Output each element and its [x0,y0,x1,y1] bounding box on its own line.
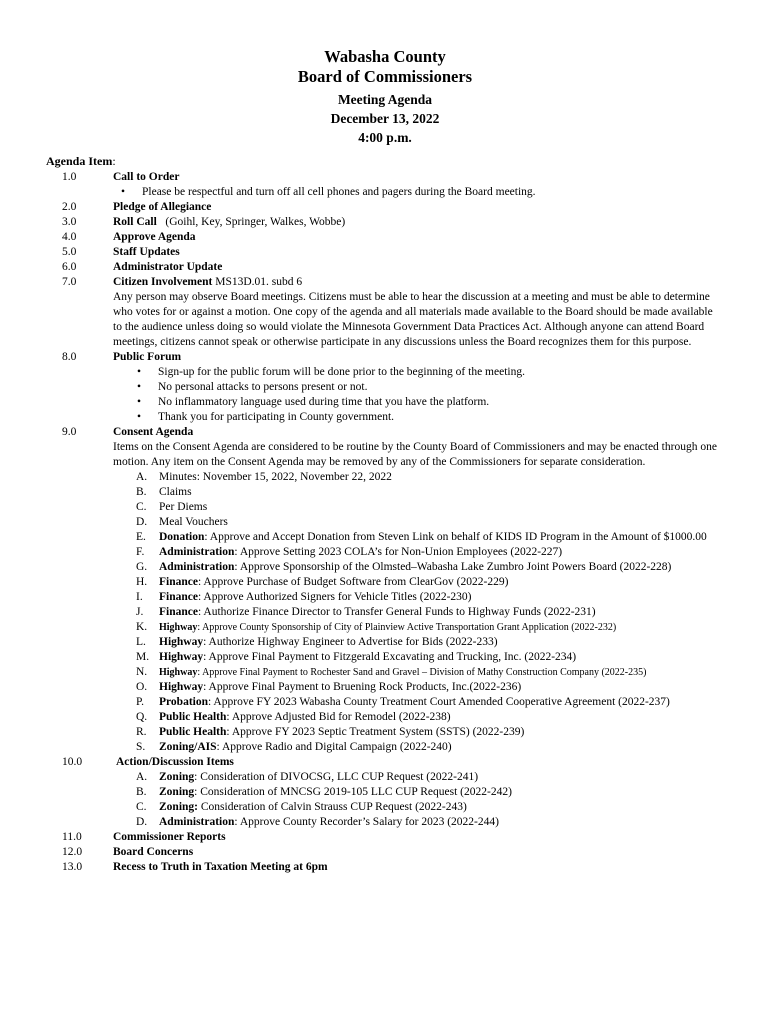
item-category: Probation [159,696,208,708]
item-text [159,560,671,575]
statute-reference: MS13D.01. subd 6 [215,276,303,288]
item-title: Approve Agenda [113,231,196,243]
item-category: Public Health [159,726,227,738]
list-item [0,620,770,635]
bullet-icon: • [137,366,142,378]
item-title: Administrator Update [113,261,223,273]
list-item [0,530,770,545]
item-category: Public Health [159,711,227,723]
item-text [159,485,192,500]
item-description: : Approve Authorized Signers for Vehicle Titles (2022-230) [197,591,472,603]
citizen-involvement-text: Any person may observe Board meetings. Citizens must be able to hear the discussion at a meeting and must be able to determine who votes for or against a motion. One copy of the agenda and all materials made available to the Board should be made available to the audience unless doing so would violate the Minnesota Government Data Practices Act. Although anyone can attend Board meetings, citizens cannot speak or otherwise participate in any discussions unless the Board recognizes them for this purpose. [113,291,713,348]
item-letter: D. [136,816,148,828]
item-text [159,545,562,560]
item-text [159,530,719,545]
list-item [0,470,770,485]
bullet-item: • Please be respectful and turn off all cell phones and pagers during the Board meeting. [121,186,536,198]
item-number: 9.0 [62,426,77,438]
item-description: : Approve FY 2023 Wabasha County Treatment Court Amended Cooperative Agreement (2022-237) [208,696,670,708]
bullet-icon: • [121,186,126,198]
roll-call-members: (Goihl, Key, Springer, Walkes, Wobbe) [165,216,346,228]
item-description: : Approve Final Payment to Rochester Sand and Gravel – Division of Mathy Construction Company (2022-235) [197,667,647,678]
document-type: Meeting Agenda [337,92,433,107]
item-category: Highway [159,667,198,678]
agenda-item-approve-agenda [0,230,770,245]
item-title: Call to Order [113,171,180,183]
bullet-icon: • [137,396,142,408]
item-text [159,590,472,605]
item-text [159,605,596,620]
item-category: Highway [159,681,204,693]
item-letter: K. [136,621,148,633]
item-letter: J. [136,606,144,618]
list-item [0,485,770,500]
item-description: : Approve Final Payment to Fitzgerald Excavating and Trucking, Inc. (2022-234) [203,651,577,663]
item-text [159,740,452,755]
item-description: : Approve Radio and Digital Campaign (2022-240) [216,741,452,753]
list-item [0,710,770,725]
item-letter: F. [136,546,145,558]
agenda-item-label: Agenda Item: [46,154,116,168]
item-title: Consent Agenda [113,426,194,438]
item-letter: S. [136,741,146,753]
item-description: : Approve County Recorder’s Salary for 2023 (2022-244) [234,816,499,828]
item-number: 11.0 [62,831,82,843]
consent-agenda-entries [0,470,770,755]
agenda-item-pledge [0,200,770,215]
item-text [159,515,228,530]
document-header [0,47,770,147]
agenda-item-citizen-involvement [0,275,770,290]
item-letter: P. [136,696,144,708]
list-item [0,695,770,710]
item-description: : Approve Adjusted Bid for Remodel (2022-238) [226,711,451,723]
bullet-item: • Thank you for participating in County government. [137,411,395,423]
list-item [0,650,770,665]
bullet-icon: • [137,411,142,423]
bullet-item: • No personal attacks to persons present or not. [137,381,368,393]
item-number: 12.0 [62,846,83,858]
item-number: 6.0 [62,261,77,273]
item-text [159,665,646,680]
meeting-time: 4:00 p.m. [358,130,412,145]
item-category: Highway [159,651,204,663]
item-number: 3.0 [62,216,77,228]
item-text [159,725,524,740]
item-number: 5.0 [62,246,77,258]
item-number: 8.0 [62,351,77,363]
agenda-item-public-forum [0,350,770,365]
agenda-item-administrator-update [0,260,770,275]
item-description: : Consideration of MNCSG 2019-105 LLC CUP Request (2022-242) [194,786,512,798]
county-name: Wabasha County [324,47,446,66]
list-item [0,575,770,590]
item-letter: A. [136,471,148,483]
list-item [0,590,770,605]
item-description: : Approve Sponsorship of the Olmsted–Wabasha Lake Zumbro Joint Powers Board (2022-228) [234,561,672,573]
bullet-icon: • [137,381,142,393]
item-text [159,575,508,590]
item-number: 2.0 [62,201,77,213]
item-title: Commissioner Reports [113,831,226,843]
item-category: Administration [159,816,235,828]
item-category: Finance [159,591,198,603]
item-text [159,680,521,695]
list-item [0,545,770,560]
item-letter: A. [136,771,148,783]
item-text [159,500,207,515]
item-letter: G. [136,561,148,573]
item-letter: Q. [136,711,148,723]
bullet-item: • Sign-up for the public forum will be done prior to the beginning of the meeting. [137,366,525,378]
bullet-item: • No inflammatory language used during time that you have the platform. [137,396,490,408]
item-number: 7.0 [62,276,77,288]
item-category: Highway [159,636,204,648]
item-category: Finance [159,606,198,618]
item-text [159,800,467,815]
item-title: Action/Discussion Items [116,756,234,768]
item-text [159,815,499,830]
item-letter: M. [136,651,150,663]
item-number: 13.0 [62,861,83,873]
list-item [0,770,770,785]
agenda-item-commissioner-reports [0,830,770,845]
agenda-item-consent-agenda [0,425,770,440]
item-category: Zoning [159,771,195,783]
item-text [159,620,616,635]
agenda-item-recess [0,860,770,875]
item-text [159,635,498,650]
item-letter: N. [136,666,148,678]
item-category: Zoning: [159,801,198,813]
item-description: : Approve County Sponsorship of City of Plainview Active Transportation Grant Application (2022-232) [197,622,617,633]
board-name: Board of Commissioners [297,67,473,86]
item-description: : Authorize Finance Director to Transfer General Funds to Highway Funds (2022-231) [197,606,596,618]
item-title: Public Forum [113,351,182,363]
item-description: Meal Vouchers [159,516,228,528]
item-letter: L. [136,636,146,648]
agenda-item-action-discussion [0,755,770,770]
item-text [159,650,576,665]
item-letter: B. [136,786,147,798]
list-item [0,665,770,680]
item-category: Finance [159,576,198,588]
item-description: : Approve Setting 2023 COLA’s for Non-Union Employees (2022-227) [234,546,563,558]
item-letter: C. [136,501,147,513]
item-description: : Authorize Highway Engineer to Advertise for Bids (2022-233) [203,636,498,648]
item-description: Minutes: November 15, 2022, November 22, 2022 [159,471,392,483]
agenda-list [0,170,770,875]
item-title: Citizen Involvement MS13D.01. subd 6 [113,276,303,288]
item-letter: R. [136,726,147,738]
item-description: Claims [159,486,192,498]
item-text [159,470,392,485]
item-letter: D. [136,516,148,528]
item-description: Per Diems [159,501,208,513]
item-description: : Approve Final Payment to Bruening Rock Products, Inc.(2022-236) [203,681,522,693]
item-description: : Approve and Accept Donation from Steven Link on behalf of KIDS ID Program in the Amount of $1000.00 [204,531,707,543]
agenda-item-staff-updates [0,245,770,260]
list-item [0,785,770,800]
list-item [0,800,770,815]
item-title: Roll Call (Goihl, Key, Springer, Walkes, Wobbe) [113,216,346,228]
item-title: Recess to Truth in Taxation Meeting at 6pm [113,861,328,873]
list-item [0,680,770,695]
list-item [0,725,770,740]
list-item [0,815,770,830]
item-description: : Approve Purchase of Budget Software from ClearGov (2022-229) [197,576,509,588]
item-category: Administration [159,546,235,558]
item-number: 10.0 [62,756,83,768]
item-letter: O. [136,681,148,693]
agenda-item-roll-call [0,215,770,230]
item-number: 4.0 [62,231,77,243]
item-description: : Approve FY 2023 Septic Treatment System (SSTS) (2022-239) [226,726,525,738]
item-description: Consideration of Calvin Strauss CUP Request (2022-243) [198,801,467,813]
item-category: Zoning/AIS [159,741,217,753]
item-letter: B. [136,486,147,498]
item-text [159,770,478,785]
list-item [0,560,770,575]
list-item [0,515,770,530]
meeting-date: December 13, 2022 [330,111,440,126]
item-description: : Consideration of DIVOCSG, LLC CUP Request (2022-241) [194,771,479,783]
item-letter: C. [136,801,147,813]
agenda-item-board-concerns [0,845,770,860]
item-category: Administration [159,561,235,573]
consent-agenda-text: Items on the Consent Agenda are considered to be routine by the County Board of Commissioners and may be enacted through one motion. Any item on the Consent Agenda may be removed by any of the Commissioners for separate consideration. [113,441,717,468]
agenda-item-call-to-order [0,170,770,185]
item-letter: E. [136,531,146,543]
item-category: Donation [159,531,205,543]
item-title: Pledge of Allegiance [113,201,212,213]
action-discussion-entries [0,770,770,830]
item-text [159,785,512,800]
list-item [0,635,770,650]
list-item [0,500,770,515]
item-number: 1.0 [62,171,77,183]
item-category: Highway [159,622,198,633]
item-letter: H. [136,576,148,588]
item-text [159,695,670,710]
item-title: Staff Updates [113,246,180,258]
item-title: Board Concerns [113,846,194,858]
list-item [0,740,770,755]
list-item [0,605,770,620]
item-category: Zoning [159,786,195,798]
item-letter: I. [136,591,143,603]
item-text [159,710,451,725]
